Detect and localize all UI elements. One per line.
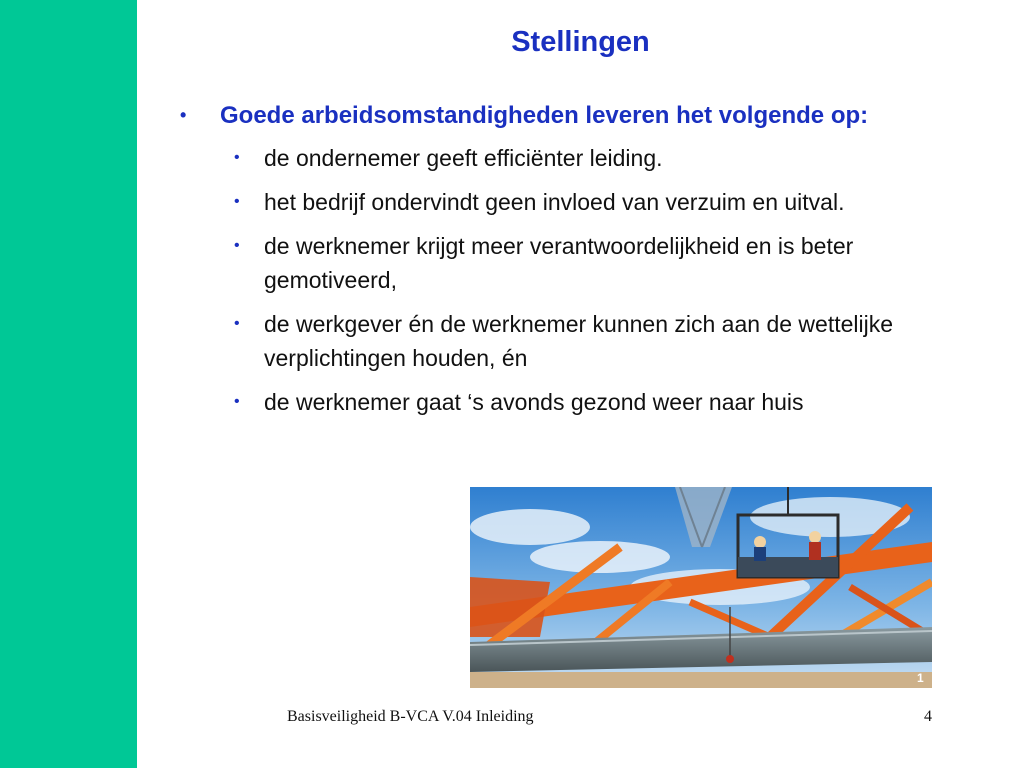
side-accent-bar [0, 0, 137, 768]
list-item [172, 229, 962, 297]
construction-photo [470, 487, 932, 688]
bullet-icon: • [180, 105, 187, 125]
sub-point-list [172, 141, 962, 419]
sub-point-text: de werknemer gaat ‘s avonds gezond weer naar huis [264, 389, 804, 415]
bullet-icon: • [234, 149, 240, 166]
list-item [172, 307, 962, 375]
bullet-icon: • [234, 193, 240, 210]
bullet-icon: • [234, 393, 240, 410]
bullet-icon: • [234, 315, 240, 332]
footer-text: Basisveiligheid B-VCA V.04 Inleiding [287, 708, 534, 725]
sub-point-text: het bedrijf ondervindt geen invloed van verzuim en uitval. [264, 189, 845, 215]
sub-point-text: de ondernemer geeft efficiënter leiding. [264, 145, 663, 171]
photo-corner-mark: 1 [917, 671, 924, 685]
slide-content [172, 98, 962, 429]
sub-point-text: de werknemer krijgt meer verantwoordelijkheid en is beter gemotiveerd, [264, 233, 854, 293]
page-number: 4 [924, 708, 932, 725]
main-point-text: Goede arbeidsomstandigheden leveren het volgende op: [220, 102, 869, 129]
list-item [172, 385, 962, 419]
sub-point-text: de werkgever én de werknemer kunnen zich aan de wettelijke verplichtingen houden, én [264, 311, 894, 371]
list-item [172, 141, 962, 175]
slide-title: Stellingen [511, 26, 650, 58]
bullet-icon: • [234, 237, 240, 254]
main-point [172, 98, 962, 133]
list-item [172, 185, 962, 219]
